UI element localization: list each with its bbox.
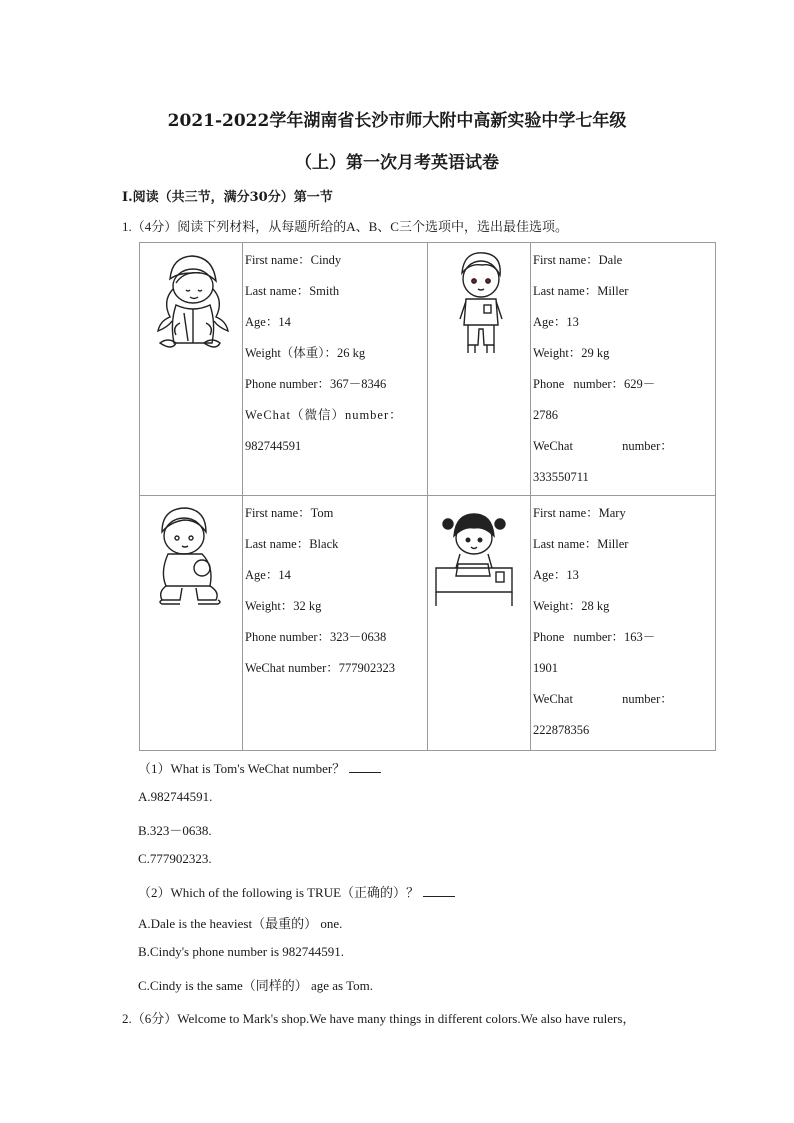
answer-blank[interactable] <box>349 760 381 773</box>
phone-text: Phone number：163－ <box>533 630 656 644</box>
boy-standing-illustration <box>428 243 530 363</box>
sub-question-1-text: （1）What is Tom's WeChat number？ <box>138 761 346 776</box>
last-name-text: Last name：Miller <box>533 284 629 298</box>
age-text: Age：13 <box>533 315 579 329</box>
wechat-text-cont: 982744591 <box>245 439 302 453</box>
profile-picture-cell <box>428 243 531 496</box>
phone-text-cont: 1901 <box>533 661 558 675</box>
profile-cell-cindy <box>243 243 428 496</box>
weight-text: Weight（体重）：26 kg <box>245 346 366 360</box>
phone-text: Phone number：367－8346 <box>245 377 387 391</box>
answer-blank[interactable] <box>423 884 455 897</box>
question-1-intro: 1.（4分）阅读下列材料，从每题所给的A、B、C三个选项中，选出最佳选项。 <box>122 219 568 234</box>
question-2-intro: 2.（6分）Welcome to Mark's shop.We have many things in different colors.We also have rulers， <box>122 1011 636 1026</box>
phone-text-cont: 2786 <box>533 408 558 422</box>
first-name-text: First name：Mary <box>533 506 626 520</box>
option-c: C.Cindy is the same（同样的） age as Tom. <box>138 978 373 993</box>
weight-text: Weight：28 kg <box>533 599 610 613</box>
document-title-line-2: （上）第一次月考英语试卷 <box>295 153 499 173</box>
wechat-text: WeChat number： <box>533 439 673 453</box>
wechat-text-cont: 333550711 <box>533 470 589 484</box>
last-name-text: Last name：Miller <box>533 537 629 551</box>
first-name-text: First name：Dale <box>533 253 623 267</box>
boy-sitting-illustration <box>140 496 242 616</box>
profile-cell-mary <box>531 496 716 751</box>
profile-picture-cell <box>140 243 243 496</box>
wechat-text-cont: 222878356 <box>533 723 590 737</box>
option-a: A.982744591. <box>138 789 213 804</box>
wechat-text: WeChat number：777902323 <box>245 661 396 675</box>
sub-question-2-text: （2）Which of the following is TRUE（正确的）？ <box>138 885 420 900</box>
profile-picture-cell <box>428 496 531 751</box>
document-title-line-1: 2021-2022学年湖南省长沙市师大附中高新实验中学七年级 <box>167 111 627 131</box>
profile-cell-tom <box>243 496 428 751</box>
profile-picture-cell <box>140 496 243 751</box>
option-c: C.777902323. <box>138 851 212 866</box>
sub-question-1 <box>138 758 381 777</box>
weight-text: Weight：29 kg <box>533 346 610 360</box>
age-text: Age：14 <box>245 315 291 329</box>
option-a: A.Dale is the heaviest（最重的） one. <box>138 916 343 931</box>
first-name-text: First name：Cindy <box>245 253 342 267</box>
weight-text: Weight：32 kg <box>245 599 322 613</box>
girl-at-desk-illustration <box>428 496 530 616</box>
age-text: Age：14 <box>245 568 291 582</box>
wechat-text: WeChat number： <box>533 692 673 706</box>
phone-text: Phone number：629－ <box>533 377 656 391</box>
wechat-text: WeChat（微信）number： <box>245 408 403 422</box>
option-b: B.Cindy's phone number is 982744591. <box>138 944 345 959</box>
phone-text: Phone number：323－0638 <box>245 630 387 644</box>
last-name-text: Last name：Black <box>245 537 339 551</box>
girl-with-braids-illustration <box>140 243 242 363</box>
age-text: Age：13 <box>533 568 579 582</box>
sub-question-2 <box>138 882 455 901</box>
section-heading: Ⅰ.阅读（共三节，满分30分）第一节 <box>122 190 333 205</box>
profile-table <box>139 242 716 751</box>
first-name-text: First name：Tom <box>245 506 334 520</box>
last-name-text: Last name：Smith <box>245 284 340 298</box>
profile-cell-dale <box>531 243 716 496</box>
option-b: B.323－0638. <box>138 823 212 838</box>
